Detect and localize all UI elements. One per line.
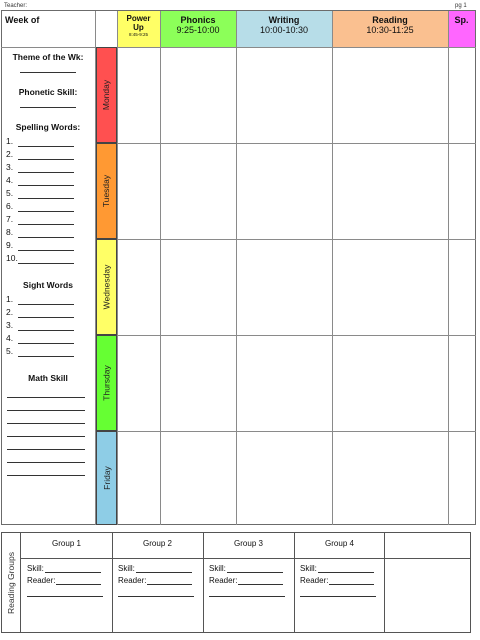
numbered-line (6, 134, 92, 147)
blank-line (18, 201, 74, 212)
divider (117, 11, 118, 525)
line-number: 3. (6, 162, 14, 172)
numbered-line (6, 147, 92, 160)
day-label: Wednesday (101, 264, 112, 310)
theme-label: Theme of the Wk: (12, 52, 84, 62)
math-blank-line (7, 397, 85, 398)
reading-groups-label: Reading Groups (1, 532, 21, 633)
group-field (300, 576, 374, 585)
reading-title: Reading 10:30-11:25 (366, 15, 414, 36)
power-up-title: Power Up 8:45-9:25 (126, 14, 151, 38)
day-cell-monday (96, 47, 117, 143)
divider (160, 11, 161, 525)
blank-line (18, 346, 74, 357)
line-number: 2. (6, 149, 14, 159)
line-number: 10. (6, 253, 18, 263)
line-number: 8. (6, 227, 14, 237)
group-blank-line (300, 596, 376, 597)
line-number: 9. (6, 240, 14, 250)
divider (448, 11, 449, 525)
group-header: Group 3 (234, 539, 263, 548)
line-number: 2. (6, 307, 14, 317)
line-number: 7. (6, 214, 14, 224)
line-number: 5. (6, 188, 14, 198)
blank-line (18, 214, 74, 225)
field-label: Skill: (118, 564, 135, 573)
math-blank-line (7, 423, 85, 424)
numbered-line (6, 318, 92, 331)
field-label: Reader: (209, 576, 238, 585)
day-cell-friday (96, 431, 117, 525)
phonics-title: Phonics 9:25-10:00 (176, 15, 220, 36)
line-number: 1. (6, 294, 14, 304)
group-field (118, 564, 192, 573)
field-line (238, 576, 283, 585)
writing-title: Writing 10:00-10:30 (259, 15, 309, 36)
math-blank-line (7, 449, 85, 450)
group-field (27, 564, 101, 573)
sight-words-label: Sight Words (23, 280, 73, 290)
divider (117, 431, 476, 432)
numbered-line (6, 173, 92, 186)
math-lines (4, 397, 92, 476)
numbered-line (6, 160, 92, 173)
field-line (56, 576, 101, 585)
blank-line (18, 162, 74, 173)
divider (117, 335, 476, 336)
numbered-line (6, 199, 92, 212)
numbered-line (6, 251, 92, 264)
math-blank-line (7, 410, 85, 411)
field-line (227, 564, 283, 573)
group-blank-line (118, 596, 194, 597)
day-label: Tuesday (101, 174, 112, 208)
blank-line (18, 240, 74, 251)
group-blank-line (209, 596, 285, 597)
math-blank-line (7, 475, 85, 476)
group-field (209, 576, 283, 585)
field-label: Reader: (300, 576, 329, 585)
theme-line (20, 72, 76, 73)
blank-line (18, 320, 74, 331)
numbered-line (6, 344, 92, 357)
day-cell-tuesday (96, 143, 117, 239)
page-number: pg 1 (455, 3, 467, 9)
blank-line (18, 175, 74, 186)
line-number: 3. (6, 320, 14, 330)
group-blank-line (27, 596, 103, 597)
field-label: Reader: (118, 576, 147, 585)
field-line (329, 576, 374, 585)
line-number: 6. (6, 201, 14, 211)
blank-line (18, 333, 74, 344)
line-number: 5. (6, 346, 14, 356)
numbered-line (6, 212, 92, 225)
group-header: Group 1 (52, 539, 81, 548)
blank-line (18, 227, 74, 238)
day-label: Friday (101, 466, 112, 490)
field-line (136, 564, 192, 573)
day-cell-thursday (96, 335, 117, 431)
day-label: Monday (101, 79, 112, 111)
group-header: Group 2 (143, 539, 172, 548)
teacher-label: Teacher: (4, 3, 28, 9)
numbered-line (6, 331, 92, 344)
field-line (45, 564, 101, 573)
divider (21, 558, 471, 559)
divider (332, 11, 333, 525)
group-field (300, 564, 374, 573)
sidebar (4, 52, 92, 488)
divider (117, 143, 476, 144)
line-number: 4. (6, 175, 14, 185)
math-skill-label: Math Skill (28, 373, 68, 383)
field-label: Skill: (27, 564, 44, 573)
field-line (318, 564, 374, 573)
field-label: Reader: (27, 576, 56, 585)
blank-line (18, 149, 74, 160)
day-label: Thursday (101, 365, 112, 401)
field-label: Skill: (300, 564, 317, 573)
line-number: 4. (6, 333, 14, 343)
numbered-line (6, 238, 92, 251)
field-line (147, 576, 192, 585)
blank-line (18, 253, 74, 264)
math-blank-line (7, 436, 85, 437)
day-cell-wednesday (96, 239, 117, 335)
blank-line (18, 188, 74, 199)
spelling-label: Spelling Words: (15, 122, 81, 132)
blank-line (18, 136, 74, 147)
math-blank-line (7, 462, 85, 463)
group-header: Group 4 (325, 539, 354, 548)
divider (117, 239, 476, 240)
group-field (27, 576, 101, 585)
numbered-line (6, 225, 92, 238)
week-of-label: Week of (5, 15, 40, 25)
sight-list (4, 292, 92, 357)
divider (1, 47, 476, 48)
blank-line (18, 307, 74, 318)
numbered-line (6, 305, 92, 318)
line-number: 1. (6, 136, 14, 146)
phonetic-label: Phonetic Skill: (18, 87, 78, 97)
spelling-list (4, 134, 92, 264)
numbered-line (6, 186, 92, 199)
group-field (209, 564, 283, 573)
blank-line (18, 294, 74, 305)
sp-title: Sp. (454, 15, 469, 25)
field-label: Skill: (209, 564, 226, 573)
group-field (118, 576, 192, 585)
phonetic-line (20, 107, 76, 108)
numbered-line (6, 292, 92, 305)
divider (236, 11, 237, 525)
